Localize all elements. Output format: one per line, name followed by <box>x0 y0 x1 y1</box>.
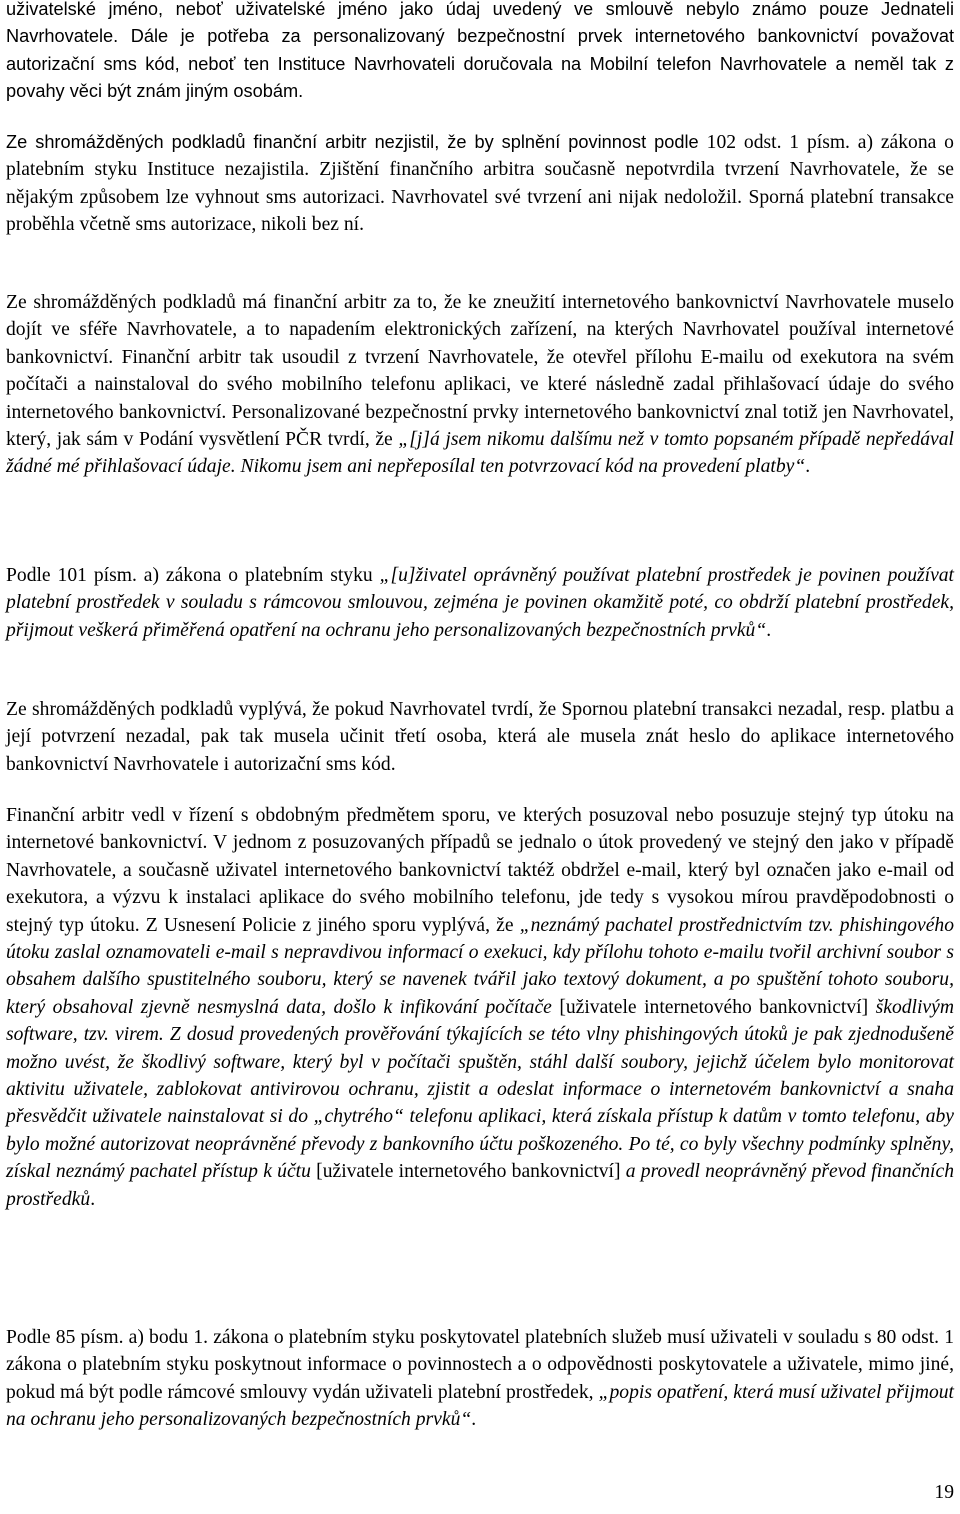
paragraph <box>6 289 954 481</box>
paragraph-text: [uživatele internetového bankovnictví] <box>316 1161 626 1183</box>
paragraph-text: Ze shromážděných podkladů vyplývá, že pokud Navrhovatel tvrdí, že Spornou platební transakci nezadal, resp. platbu a její potvrzení nezadal, pak tak musela učinit třetí osoba, která ale musela znát heslo do aplikace internetového bankovnictví Navrhovatele i autorizační sms kód. <box>6 699 954 775</box>
paragraph-text: . <box>766 619 772 641</box>
paragraph-text: Podle 101 písm. a) zákona o platebním styku <box>6 565 380 586</box>
paragraph-text: Finanční arbitr vedl v řízení s obdobným předmětem sporu, ve kterých posuzoval nebo posuzuje stejný typ útoku na internetové bankovnictví. V jednom z posuzovaných případů se jednalo o útok provedený ve stejný den jako v případě Navrhovatele, a současně uživatel internetového bankovnictví taktéž obdržel e-mail, který byl označen jako e-mail od exekutora, a výzvu k instalaci aplikace do svého mobilního telefonu, jde tedy s vysokou mírou pravděpodobnosti o stejný typ útoku. Z Usnesení Policie z jiného sporu vyplývá, že <box>6 805 954 936</box>
paragraph-text: Ze shromážděných podkladů má finanční arbitr za to, že ke zneužití internetového bankovnictví Navrhovatele muselo dojít ve sféře Navrhovatele, a to napadením elektronických zařízení, na kterých Navrhovatel používal internetové bankovnictví. Finanční arbitr tak usoudil z tvrzení Navrhovatele, že otevřel přílohu E-mailu od exekutora na svém počítači a nainstaloval do svého mobilního telefonu aplikaci, ve které následně zadal přihlašovací údaje do svého internetového bankovnictví. Personalizované bezpečnostní prvky internetového bankovnictví znal totiž jen Navrhovatel, který, jak sám v Podání vysvětlení PČR tvrdí, že <box>6 292 954 451</box>
paragraph-text: [uživatele internetového bankovnictví] <box>559 996 876 1018</box>
quoted-text: „[u]živatel oprávněný používat platební prostředek je povinen používat platební prostředek v souladu s rámcovou smlouvou, zejména je povinen okamžitě poté, co obdrží platební prostředek, přijmout veškerá přiměřená opatření na ochranu jeho personalizovaných bezpečnostních prvků“ <box>6 565 955 641</box>
quoted-text: „popis opatření, která musí uživatel přijmout na ochranu jeho personalizovaných bezpečnostních prvků“ <box>6 1381 955 1431</box>
paragraph <box>6 802 954 1213</box>
paragraph <box>6 562 954 644</box>
paragraph-text: 102 odst. 1 písm. a) zákona o platebním styku Instituce nezajistila. Zjištění finančního arbitra současně nepotvrdila tvrzení Navrhovatele, že se nějakým způsobem lze vyhnout sms autorizaci. Navrhovatel své tvrzení ani nijak nedoložil. Sporná platební transakce proběhla včetně sms autorizace, nikoli bez ní. <box>6 132 954 236</box>
quoted-text: „[j]á jsem nikomu dalšímu než v tomto popsaném případě nepředával žádné mé přihlašovací údaje. Nikomu jsem ani nepřeposílal ten potvrzovací kód na provedení platby“ <box>6 429 954 478</box>
paragraph-text: uživatelské jméno, neboť uživatelské jméno jako údaj uvedený ve smlouvě nebylo známo pouze Jednateli Navrhovatele. Dále je potřeba za personalizovaný bezpečnostní prvek internetového bankovnictví považovat autorizační sms kód, neboť ten Instituce Navrhovateli doručovala na Mobilní telefon Navrhovatele a neměl tak z povahy věci být znám jiným osobám. <box>6 0 954 102</box>
paragraph-text: . <box>805 456 811 478</box>
paragraph-text: Ze shromážděných podkladů finanční arbitr nezjistil, že by splnění povinnost podle <box>6 132 707 152</box>
paragraph <box>6 0 954 106</box>
paragraph-text: . <box>471 1409 477 1431</box>
paragraph <box>6 696 954 778</box>
paragraph-text: . <box>90 1188 96 1210</box>
paragraph <box>6 129 954 239</box>
paragraph-text: Podle 85 písm. a) bodu 1. zákona o platebním styku poskytovatel platebních služeb musí uživateli v souladu s 80 odst. 1 zákona o platebním styku poskytnout informace o povinnostech a o odpovědnosti poskytovatele a uživatele, mimo jiné, pokud má být podle rámcové smlouvy vydán uživateli platební prostředek, <box>6 1327 954 1403</box>
quoted-text: a provedl neoprávněný převod finančních prostředků <box>6 1161 954 1210</box>
quoted-text: škodlivým software, tzv. virem. Z dosud provedených prověřování týkajících se této vlny phishingových útoků je pak zjednodušeně možno uvést, že škodlivý software, který byl v počítači spuštěn, stáhl další soubory, jejichž účelem bylo monitorovat aktivitu uživatele, zablokovat antivirovou ochranu, zjistit a odeslat informace o internetovém bankovnictví a snaha přesvědčit uživatele nainstalovat si do „chytrého“ telefonu aplikaci, která získala přístup k datům v tomto telefonu, aby bylo možné autorizovat neoprávněné převody z bankovního účtu poškozeného. Po té, co byly všechny podmínky splněny, získal neznámý pachatel přístup k účtu <box>6 996 954 1183</box>
quoted-text: „neznámý pachatel prostřednictvím tzv. phishingového útoku zaslal oznamovateli e-mail s nepravdivou informací o exekuci, kdy přílohu tohoto e-mailu tvořil archivní soubor s obsahem dalšího spustitelného souboru, který se navenek tvářil jako textový dokument, a po spuštění tohoto souboru, který obsahoval zjevně nesmyslná data, došlo k infikování počítače <box>6 914 955 1018</box>
page-number: 19 <box>934 1482 954 1503</box>
paragraph <box>6 1324 954 1434</box>
